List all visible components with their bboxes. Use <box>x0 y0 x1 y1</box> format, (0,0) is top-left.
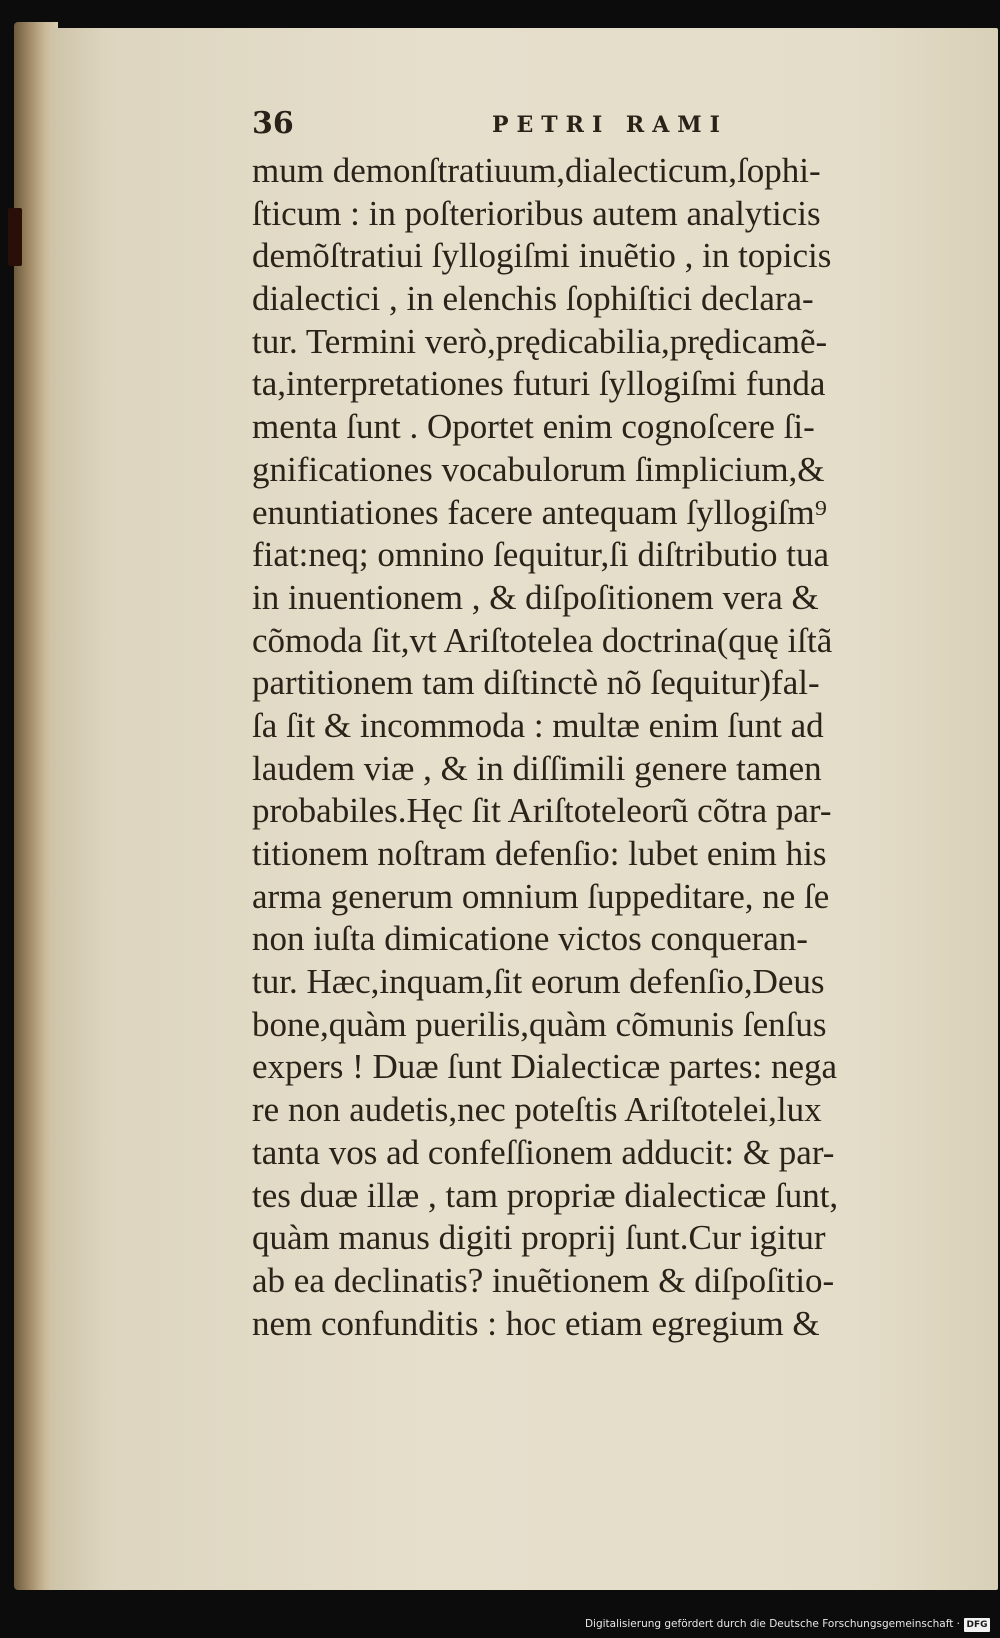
text-line: ab ea declinatis? inuẽtionem & diſpoſitio- <box>252 1260 835 1300</box>
text-line: laudem viæ , & in diſſimili genere tamen <box>252 748 822 788</box>
text-line: nem confunditis : hoc etiam egregium & <box>252 1303 820 1343</box>
text-line: in inuentionem , & diſpoſitionem vera & <box>252 577 819 617</box>
text-line: expers ! Duæ ſunt Dialecticæ partes: nega <box>252 1047 838 1087</box>
folio-number: 36 <box>252 106 294 141</box>
text-line: tur. Hæc,inquam,ſit eorum defenſio,Deus <box>252 962 825 1002</box>
running-head: PETRI RAMI <box>492 112 728 138</box>
text-line: bone,quàm puerilis,quàm cõmunis ſenſus <box>252 1004 827 1044</box>
text-line: probabiles.Hęc ſit Ariſtoteleorũ cõtra par- <box>252 791 832 831</box>
text-line: arma generum omnium ſuppeditare, ne ſe <box>252 876 830 916</box>
body-text <box>252 150 922 1345</box>
text-line: demõſtratiui ſyllogiſmi inuẽtio , in topicis <box>252 236 832 276</box>
text-line: tes duæ illæ , tam propriæ dialecticæ ſunt, <box>252 1175 839 1215</box>
text-line: partitionem tam diſtinctè nõ ſequitur)fal- <box>252 663 820 703</box>
text-line: dialectici , in elenchis ſophiſtici declara- <box>252 279 814 319</box>
text-line: titionem noſtram defenſio: lubet enim his <box>252 834 827 873</box>
text-line: ta,interpretationes futuri ſyllogiſmi funda <box>252 364 826 404</box>
text-line: ſticum : in poſterioribus autem analyticis <box>252 193 821 233</box>
text-line: re non audetis,nec poteſtis Ariſtotelei,lux <box>252 1090 822 1130</box>
page-header <box>252 106 932 146</box>
text-line: non iuſta dimicatione victos conqueran- <box>252 919 808 959</box>
text-line: gnificationes vocabulorum ſimplicium,& <box>252 449 825 489</box>
digitization-credit: Digitalisierung gefördert durch die Deutsche Forschungsgemeinschaft · <box>584 1618 960 1630</box>
ribbon-marker <box>8 208 22 266</box>
text-line: quàm manus digiti proprij ſunt.Cur igitur <box>252 1218 826 1258</box>
text-line: tur. Termini verò,prędicabilia,prędicamẽ- <box>252 321 828 361</box>
dfg-logo: DFG <box>964 1618 990 1632</box>
text-line: cõmoda ſit,vt Ariſtotelea doctrina(quę iſtã <box>252 620 833 660</box>
text-line: fiat:neq; omnino ſequitur,ſi diſtributio tua <box>252 535 829 575</box>
text-line: tanta vos ad confeſſionem adducit: & par- <box>252 1132 835 1172</box>
footer-strip <box>0 1612 1000 1638</box>
text-line: ſa ſit & incommoda : multæ enim ſunt ad <box>252 705 824 745</box>
text-line: menta ſunt . Oportet enim cognoſcere ſi- <box>252 407 815 447</box>
text-line: mum demonſtratiuum,dialecticum,ſophi- <box>252 151 821 190</box>
text-line: enuntiationes facere antequam ſyllogiſm⁹ <box>252 492 827 532</box>
